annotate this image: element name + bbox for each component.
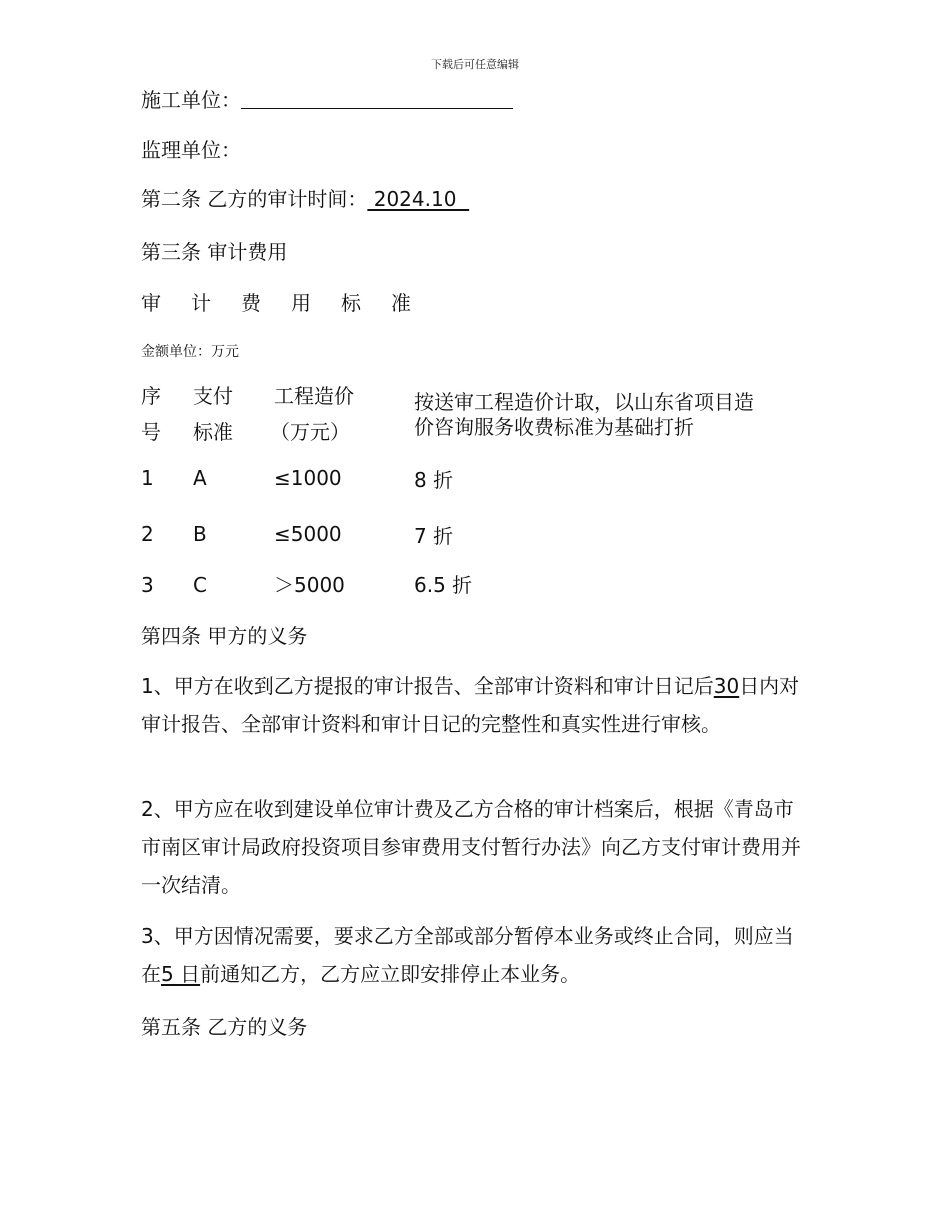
row-cost: ≤1000 xyxy=(274,466,342,490)
construction-unit-label: 施工单位： xyxy=(141,88,241,112)
row-grade: B xyxy=(193,522,207,546)
row-grade: C xyxy=(193,573,207,597)
construction-unit-blank xyxy=(241,88,513,109)
article2-line xyxy=(141,187,469,211)
row-cost: ＞5000 xyxy=(274,573,345,597)
article4-heading: 第四条 甲方的义务 xyxy=(141,624,308,648)
header-pay-standard: 支付 xyxy=(193,384,233,408)
standard-char: 计 xyxy=(191,291,211,315)
article4-clause-2: 2、甲方应在收到建设单位审计费及乙方合格的审计档案后，根据《青岛市市南区审计局政府投资项目参审费用支付暂行办法》向乙方支付审计费用并一次结清。 xyxy=(141,797,801,897)
page-header-note: 下载后可任意编辑 xyxy=(431,58,519,71)
construction-unit-line xyxy=(141,88,513,112)
article4-clause-3 xyxy=(141,917,809,993)
article3-heading: 第三条 审计费用 xyxy=(141,240,288,264)
article5-heading: 第五条 乙方的义务 xyxy=(141,1015,308,1039)
header-project-cost: 工程造价 xyxy=(274,384,354,408)
article4-clause-1 xyxy=(141,667,809,743)
header-description: 价咨询服务收费标准为基础打折 xyxy=(414,415,694,439)
header-pay-standard: 标准 xyxy=(193,420,233,444)
clause3-text-after: 前通知乙方，乙方应立即安排停止本业务。 xyxy=(200,962,581,986)
header-seq: 序 xyxy=(141,384,161,408)
row-discount: 7 折 xyxy=(414,524,454,548)
row-discount: 8 折 xyxy=(414,468,454,492)
amount-unit-note: 金额单位：万元 xyxy=(141,344,239,360)
article2-label: 第二条 乙方的审计时间： xyxy=(141,187,368,211)
row-cost: ≤5000 xyxy=(274,522,342,546)
clause1-days: 30 xyxy=(713,674,740,698)
standard-char: 准 xyxy=(391,291,411,315)
supervision-unit-label: 监理单位： xyxy=(141,138,241,162)
clause1-text-before: 1、甲方在收到乙方提报的审计报告、全部审计资料和审计日记后 xyxy=(141,674,714,698)
row-seq: 1 xyxy=(141,466,154,490)
row-seq: 3 xyxy=(141,573,154,597)
clause3-days: 5 日 xyxy=(161,962,201,986)
header-description: 按送审工程造价计取，以山东省项目造 xyxy=(414,390,754,414)
standard-char: 费 xyxy=(241,291,261,315)
standard-char: 审 xyxy=(141,291,161,315)
clause1-text-after: 日内对审计报告、全部审计资料和审计日记的完整性和真实性进行审核。 xyxy=(141,674,800,736)
row-discount: 6.5 折 xyxy=(414,573,473,597)
fee-standard-title xyxy=(141,291,441,315)
clause3-text-before: 3、甲方因情况需要，要求乙方全部或部分暂停本业务或终止合同，则应当在 xyxy=(141,924,794,986)
row-grade: A xyxy=(193,466,207,490)
header-seq: 号 xyxy=(141,420,161,444)
row-seq: 2 xyxy=(141,522,154,546)
audit-time-value: 2024.10 xyxy=(367,187,470,211)
standard-char: 用 xyxy=(291,291,311,315)
header-project-cost: （万元） xyxy=(270,420,350,444)
standard-char: 标 xyxy=(341,291,361,315)
